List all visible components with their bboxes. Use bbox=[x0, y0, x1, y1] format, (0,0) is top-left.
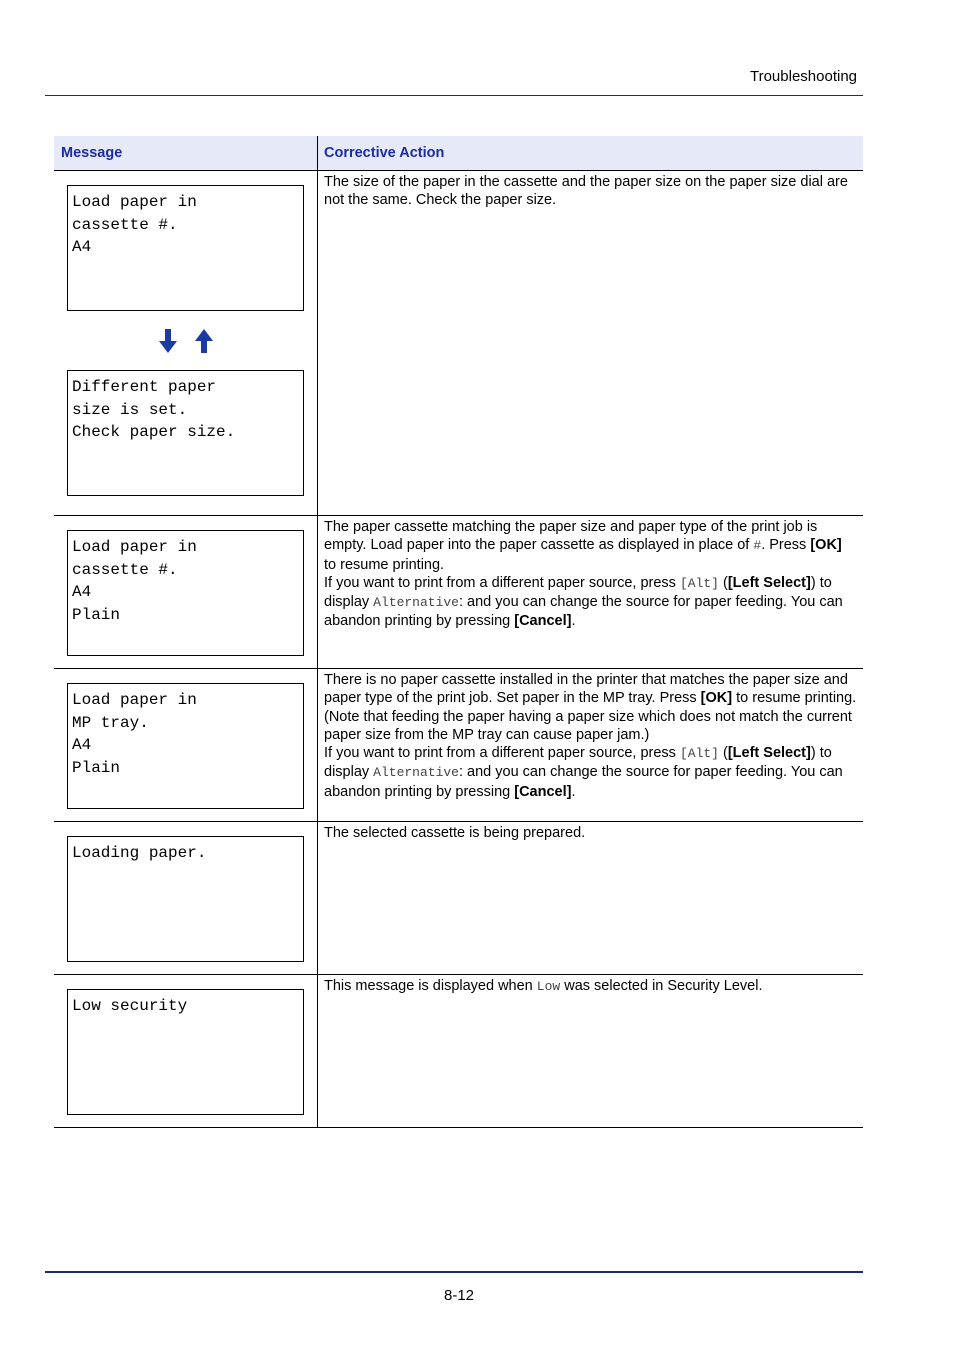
lcd-line: cassette #. bbox=[72, 560, 178, 579]
table-header bbox=[54, 136, 863, 171]
lcd-line: Different paper bbox=[72, 378, 217, 396]
arrow-down-icon bbox=[159, 329, 177, 353]
lcd-line: cassette #. bbox=[72, 215, 178, 234]
cancel-key: [Cancel] bbox=[514, 613, 572, 630]
lcd-display bbox=[67, 683, 304, 809]
lcd-line: A4 bbox=[72, 583, 92, 601]
table-row bbox=[54, 516, 863, 669]
column-header-message: Message bbox=[54, 136, 318, 170]
action-paragraph: If you want to print from a different paper source, press [Alt] ([Left Select]) to display Alternative: and you can change the source for paper feeding. You can abandon printing by pressing [Cancel]. bbox=[324, 745, 843, 800]
ok-key: [OK] bbox=[810, 537, 842, 554]
action-paragraph: The paper cassette matching the paper size and paper type of the print job is empty. Load paper into the paper cassette as displayed in place of #. Press [OK] to resume printing. bbox=[324, 519, 842, 573]
lcd-line: Low security bbox=[72, 997, 188, 1015]
message-cell bbox=[54, 516, 318, 668]
arrow-up-icon bbox=[195, 329, 213, 353]
lcd-line bbox=[72, 887, 299, 910]
lcd-line: Plain bbox=[72, 605, 121, 624]
header-rule bbox=[45, 95, 863, 96]
message-cell bbox=[54, 822, 318, 974]
lcd-line: Loading paper. bbox=[72, 844, 207, 862]
message-cell bbox=[54, 171, 318, 515]
left-select-key: [Left Select] bbox=[727, 745, 811, 762]
action-cell bbox=[318, 822, 863, 974]
lcd-line bbox=[72, 444, 299, 467]
action-cell bbox=[318, 516, 863, 668]
message-table bbox=[54, 136, 863, 1128]
lcd-line bbox=[72, 1063, 299, 1086]
lcd-line: size is set. bbox=[72, 400, 188, 419]
lcd-line: A4 bbox=[72, 736, 92, 754]
action-paragraph: This message is displayed when Low was selected in Security Level. bbox=[324, 978, 763, 994]
action-cell bbox=[318, 171, 863, 515]
table-row bbox=[54, 171, 863, 516]
alternative-code: Alternative bbox=[373, 765, 459, 781]
lcd-line bbox=[72, 865, 299, 888]
table-row bbox=[54, 975, 863, 1128]
cancel-key: [Cancel] bbox=[514, 783, 572, 800]
action-text: The selected cassette is being prepared. bbox=[324, 825, 586, 841]
lcd-line bbox=[72, 910, 299, 933]
lcd-line: Load paper in bbox=[72, 538, 197, 556]
alt-code: [Alt] bbox=[679, 746, 719, 762]
table-row bbox=[54, 822, 863, 975]
alt-code: [Alt] bbox=[679, 575, 719, 591]
lcd-line: A4 bbox=[72, 238, 92, 256]
lcd-line: MP tray. bbox=[72, 713, 149, 732]
lcd-display bbox=[67, 185, 304, 311]
lcd-display bbox=[67, 370, 304, 496]
lcd-display bbox=[67, 530, 304, 656]
lcd-line: Load paper in bbox=[72, 691, 197, 709]
message-cell bbox=[54, 975, 318, 1127]
page-number: 8-12 bbox=[443, 1287, 475, 1304]
lcd-line bbox=[72, 259, 299, 282]
low-code: Low bbox=[536, 979, 561, 994]
hash-code: # bbox=[753, 538, 762, 554]
table-row bbox=[54, 669, 863, 822]
column-header-action: Corrective Action bbox=[324, 145, 445, 161]
action-text: The size of the paper in the cassette and the paper size on the paper size dial are not the same. Check the paper size. bbox=[324, 174, 848, 209]
lcd-line: Load paper in bbox=[72, 193, 197, 211]
lcd-line bbox=[72, 1040, 299, 1063]
lcd-line: Plain bbox=[72, 758, 121, 777]
action-paragraph: If you want to print from a different paper source, press [Alt] ([Left Select]) to display Alternative: and you can change the source for paper feeding. You can abandon printing by pressing [Cancel]. bbox=[324, 574, 843, 630]
action-paragraph: There is no paper cassette installed in the printer that matches the paper size and paper type of the print job. Set paper in the MP tray. Press [OK] to resume printing. (Note that feeding the paper having a paper size which does not match the current paper size from the MP tray can cause paper jam.) bbox=[324, 672, 857, 743]
message-cell bbox=[54, 669, 318, 821]
alternative-code: Alternative bbox=[373, 595, 459, 611]
lcd-line: Check paper size. bbox=[72, 423, 236, 441]
ok-key: [OK] bbox=[700, 690, 733, 707]
action-cell bbox=[318, 669, 863, 821]
lcd-display bbox=[67, 989, 304, 1115]
action-cell bbox=[318, 975, 863, 1127]
running-header: Troubleshooting bbox=[749, 68, 857, 85]
lcd-display bbox=[67, 836, 304, 962]
footer-rule bbox=[45, 1271, 863, 1273]
left-select-key: [Left Select] bbox=[727, 574, 811, 591]
lcd-line bbox=[72, 1018, 299, 1041]
alternating-arrows bbox=[67, 311, 304, 370]
